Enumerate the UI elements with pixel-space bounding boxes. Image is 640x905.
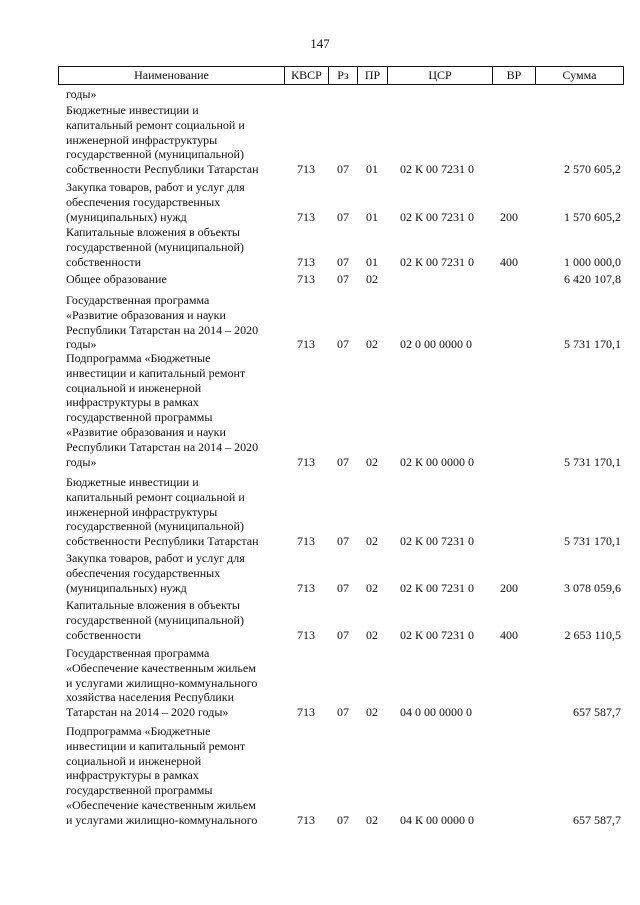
- row-name-line: (муниципальных) нужд: [66, 209, 187, 224]
- cell-rz: 07: [337, 162, 349, 177]
- row-name: [66, 272, 276, 287]
- column-header-rz: Рз: [328, 67, 357, 84]
- row-name-line: государственной программы: [66, 410, 213, 425]
- row-name-line: обеспечения государственных: [66, 565, 221, 580]
- cell-rz: 07: [337, 209, 349, 224]
- cell-sum: 657 587,7: [573, 812, 621, 827]
- cell-kvsr: 713: [297, 812, 315, 827]
- cell-csr: 02 К 00 7231 0: [400, 254, 475, 269]
- cell-rz: 07: [337, 534, 349, 549]
- row-name-line: капитальный ремонт социальной и: [66, 489, 245, 504]
- cell-vr: 400: [500, 627, 518, 642]
- cell-kvsr: 713: [297, 627, 315, 642]
- cell-sum: 5 731 170,1: [564, 337, 621, 352]
- row-name: [66, 103, 276, 177]
- cell-pr: 02: [366, 337, 378, 352]
- cell-pr: 02: [366, 812, 378, 827]
- row-name-line: годы»: [66, 337, 97, 352]
- cell-sum: 6 420 107,8: [564, 272, 621, 286]
- row-name-line: «Развитие образования и науки: [66, 424, 226, 439]
- cell-sum: 657 587,7: [573, 705, 621, 720]
- row-name-line: обеспечения государственных: [66, 194, 221, 209]
- cell-kvsr: 713: [297, 209, 315, 224]
- row-name-line: государственной программы: [66, 783, 213, 798]
- cell-pr: 02: [366, 454, 378, 469]
- cell-kvsr: 713: [297, 337, 315, 352]
- row-name-line: собственности Республики Татарстан: [66, 534, 259, 549]
- cell-rz: 07: [337, 627, 349, 642]
- cell-csr: 04 К 00 0000 0: [400, 812, 475, 827]
- row-name-line: инфраструктуры в рамках: [66, 768, 199, 783]
- row-name-line: инфраструктуры в рамках: [66, 395, 199, 410]
- cell-kvsr: 713: [297, 580, 315, 595]
- cell-csr: 02 К 00 7231 0: [400, 627, 475, 642]
- row-name-line: Капитальные вложения в объекты: [66, 225, 240, 239]
- cell-pr: 02: [366, 627, 378, 642]
- cell-rz: 07: [337, 812, 349, 827]
- cell-pr: 01: [366, 254, 378, 269]
- row-name-line: государственной (муниципальной): [66, 612, 244, 627]
- row-name: [66, 225, 276, 269]
- cell-rz: 07: [337, 454, 349, 469]
- column-header-pr: ПР: [357, 67, 387, 84]
- row-name-line: Общее образование: [66, 272, 167, 286]
- page-number: 147: [310, 36, 330, 51]
- row-name-line: Закупка товаров, работ и услуг для: [66, 551, 245, 565]
- cell-rz: 07: [337, 580, 349, 595]
- cell-sum: 3 078 059,6: [564, 580, 621, 595]
- row-name: [66, 646, 276, 720]
- row-name-line: Государственная программа: [66, 293, 210, 307]
- row-name-line: «Обеспечение качественным жильем: [66, 797, 256, 812]
- cell-kvsr: 713: [297, 162, 315, 177]
- cell-csr: 02 К 00 0000 0: [400, 454, 475, 469]
- cell-rz: 07: [337, 705, 349, 720]
- row-name-line: государственной (муниципальной): [66, 519, 244, 534]
- row-name-line: Закупка товаров, работ и услуг для: [66, 180, 245, 194]
- row-name-line: социальной и инженерной: [66, 380, 202, 395]
- row-name-line: и услугами жилищно-коммунального: [66, 812, 258, 827]
- column-header-sum: Сумма: [535, 67, 623, 84]
- row-name-line: собственности: [66, 627, 142, 642]
- row-name: [66, 293, 276, 352]
- cell-kvsr: 713: [297, 705, 315, 720]
- row-name-line: Бюджетные инвестиции и: [66, 475, 199, 489]
- row-name-line: собственности Республики Татарстан: [66, 162, 259, 177]
- cell-kvsr: 713: [297, 272, 315, 286]
- row-name-line: Республики Татарстан на 2014 – 2020: [66, 322, 259, 337]
- cell-pr: 02: [366, 580, 378, 595]
- row-name-line: государственной (муниципальной): [66, 147, 244, 162]
- row-name-line: «Развитие образования и науки: [66, 307, 226, 322]
- row-name-line: собственности: [66, 254, 142, 269]
- cell-pr: 02: [366, 705, 378, 720]
- cell-pr: 01: [366, 162, 378, 177]
- row-name: [66, 351, 276, 469]
- cell-vr: 400: [500, 254, 518, 269]
- cell-sum: 2 570 605,2: [564, 162, 621, 177]
- cell-csr: 02 К 00 7231 0: [400, 534, 475, 549]
- row-name-line: «Обеспечение качественным жильем: [66, 660, 256, 675]
- row-name-line: Капитальные вложения в объекты: [66, 598, 240, 612]
- row-name-line: инвестиции и капитальный ремонт: [66, 365, 246, 380]
- cell-csr: 02 К 00 7231 0: [400, 162, 475, 177]
- cell-sum: 2 653 110,5: [564, 627, 621, 642]
- cell-csr: 02 К 00 7231 0: [400, 209, 475, 224]
- column-header-name: Наименование: [134, 68, 209, 82]
- row-name: [66, 724, 276, 828]
- row-name-line: Бюджетные инвестиции и: [66, 103, 199, 117]
- row-name: [66, 598, 276, 642]
- cell-pr: 01: [366, 209, 378, 224]
- row-name-line: и услугами жилищно-коммунального: [66, 675, 258, 690]
- cell-kvsr: 713: [297, 534, 315, 549]
- row-name-line: инженерной инфраструктуры: [66, 132, 218, 147]
- row-name-line: Республики Татарстан на 2014 – 2020: [66, 439, 259, 454]
- row-name-line: Татарстан на 2014 – 2020 годы»: [66, 705, 229, 720]
- cell-pr: 02: [366, 534, 378, 549]
- row-name-line: государственной (муниципальной): [66, 239, 244, 254]
- cell-rz: 07: [337, 272, 349, 286]
- column-header-kvsr: КВСР: [284, 67, 328, 84]
- cell-sum: 1 570 605,2: [564, 209, 621, 224]
- row-name: [66, 87, 276, 102]
- row-name-line: инженерной инфраструктуры: [66, 504, 218, 519]
- row-name-line: инвестиции и капитальный ремонт: [66, 738, 246, 753]
- cell-csr: 04 0 00 0000 0: [400, 705, 472, 720]
- cell-csr: 02 0 00 0000 0: [400, 337, 472, 352]
- row-name-line: (муниципальных) нужд: [66, 580, 187, 595]
- row-name-line: Подпрограмма «Бюджетные: [66, 351, 211, 365]
- row-name-line: годы»: [66, 87, 97, 101]
- cell-rz: 07: [337, 254, 349, 269]
- row-name: [66, 180, 276, 224]
- cell-vr: 200: [500, 580, 518, 595]
- table-header: [58, 66, 624, 85]
- column-header-vr: ВР: [492, 67, 535, 84]
- cell-kvsr: 713: [297, 454, 315, 469]
- row-name-line: капитальный ремонт социальной и: [66, 117, 245, 132]
- cell-sum: 1 000 000,0: [564, 254, 621, 269]
- row-name-line: хозяйства населения Республики: [66, 690, 235, 705]
- row-name: [66, 551, 276, 595]
- row-name-line: годы»: [66, 454, 97, 469]
- cell-sum: 5 731 170,1: [564, 534, 621, 549]
- row-name-line: Подпрограмма «Бюджетные: [66, 724, 211, 738]
- row-name-line: Государственная программа: [66, 646, 210, 660]
- row-name-line: социальной и инженерной: [66, 753, 202, 768]
- cell-pr: 02: [366, 272, 378, 286]
- cell-rz: 07: [337, 337, 349, 352]
- cell-vr: 200: [500, 209, 518, 224]
- cell-sum: 5 731 170,1: [564, 454, 621, 469]
- cell-csr: 02 К 00 7231 0: [400, 580, 475, 595]
- column-header-csr: ЦСР: [387, 67, 492, 84]
- cell-kvsr: 713: [297, 254, 315, 269]
- row-name: [66, 475, 276, 549]
